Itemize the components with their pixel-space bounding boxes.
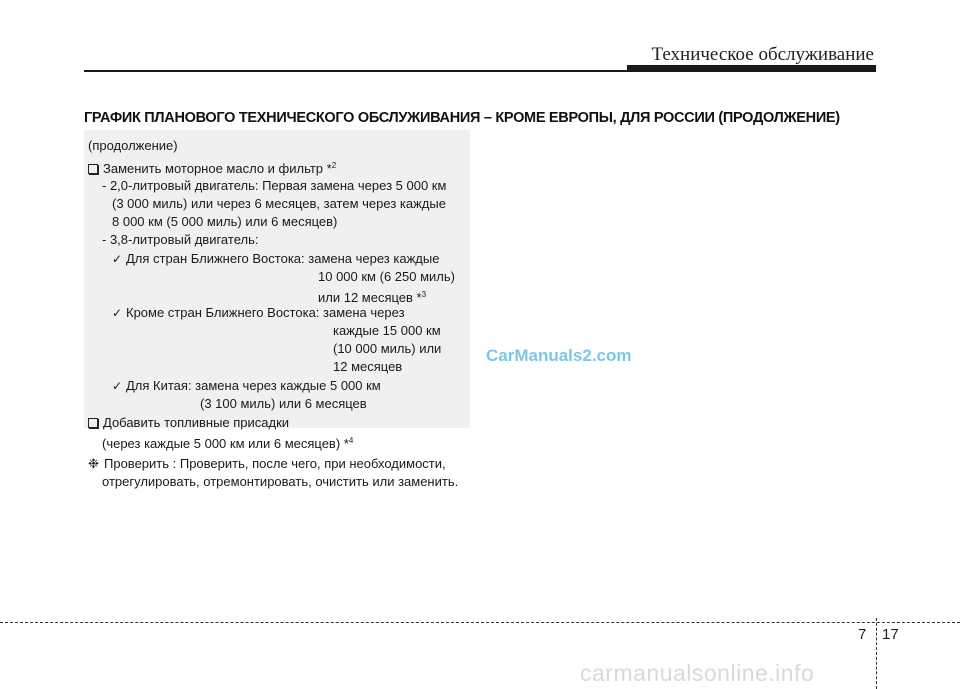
footnote-line2: отрегулировать, отремонтировать, очистить или заменить. xyxy=(102,474,459,489)
footer-divider xyxy=(876,618,877,689)
checkmark-icon: ✓ xyxy=(112,252,123,266)
except-middle-east-line1: ✓ Кроме стран Ближнего Востока: замена через xyxy=(112,305,405,320)
page-number: 17 xyxy=(882,626,899,643)
header-title: Техническое обслуживание xyxy=(651,44,874,65)
china-line2: (3 100 миль) или 6 месяцев xyxy=(200,396,367,411)
fuel-item-label: Добавить топливные присадки xyxy=(103,415,290,430)
fuel-item-line2: (через каждые 5 000 км или 6 месяцев) *$^4$ xyxy=(102,436,354,451)
except-middle-east-line4: 12 месяцев xyxy=(333,359,403,374)
footnote-ref: 3 xyxy=(421,290,427,299)
footer-rule xyxy=(0,622,960,623)
section-title: ГРАФИК ПЛАНОВОГО ТЕХНИЧЕСКОГО ОБСЛУЖИВАНИЯ – КРОМЕ ЕВРОПЫ, ДЛЯ РОССИИ (ПРОДОЛЖЕНИЕ) xyxy=(84,110,840,126)
oil-item-label: Заменить моторное масло и фильтр * xyxy=(103,161,332,176)
fuel-item xyxy=(88,414,289,432)
checkbox-icon xyxy=(88,164,98,174)
checkmark-icon: ✓ xyxy=(112,306,123,320)
oil-20-line2: (3 000 миль) или через 6 месяцев, затем через каждые xyxy=(112,196,446,211)
except-middle-east-line2: каждые 15 000 км xyxy=(333,323,441,338)
oil-item xyxy=(88,157,336,178)
continued-label: (продолжение) xyxy=(88,138,178,153)
oil-20-line1: - 2,0-литровый двигатель: Первая замена через 5 000 км xyxy=(102,178,447,193)
middle-east-line2: 10 000 км (6 250 миль) xyxy=(318,269,455,284)
checkbox-icon xyxy=(88,418,98,428)
site-watermark: carmanualsonline.info xyxy=(580,660,815,686)
footnote-ref: 2 xyxy=(331,161,337,170)
chapter-number: 7 xyxy=(858,626,867,643)
footnote-ref: 4 xyxy=(348,436,354,445)
oil-38-heading: - 3,8-литровый двигатель: xyxy=(102,232,259,247)
cross-marker-icon: ❉ xyxy=(88,456,99,471)
china-line1: ✓ Для Китая: замена через каждые 5 000 км xyxy=(112,378,381,393)
carmanuals-watermark: CarManuals2.com xyxy=(486,346,632,365)
middle-east-line3: или 12 месяцев *$^3$ xyxy=(318,290,427,305)
header-rule-thick xyxy=(627,65,876,72)
except-middle-east-line3: (10 000 миль) или xyxy=(333,341,442,356)
footnote-line1: ❉ Проверить : Проверить, после чего, при необходимости, xyxy=(88,456,446,471)
oil-20-line3: 8 000 км (5 000 миль) или 6 месяцев) xyxy=(112,214,338,229)
checkmark-icon: ✓ xyxy=(112,379,123,393)
middle-east-line1: ✓ Для стран Ближнего Востока: замена через каждые xyxy=(112,251,440,266)
